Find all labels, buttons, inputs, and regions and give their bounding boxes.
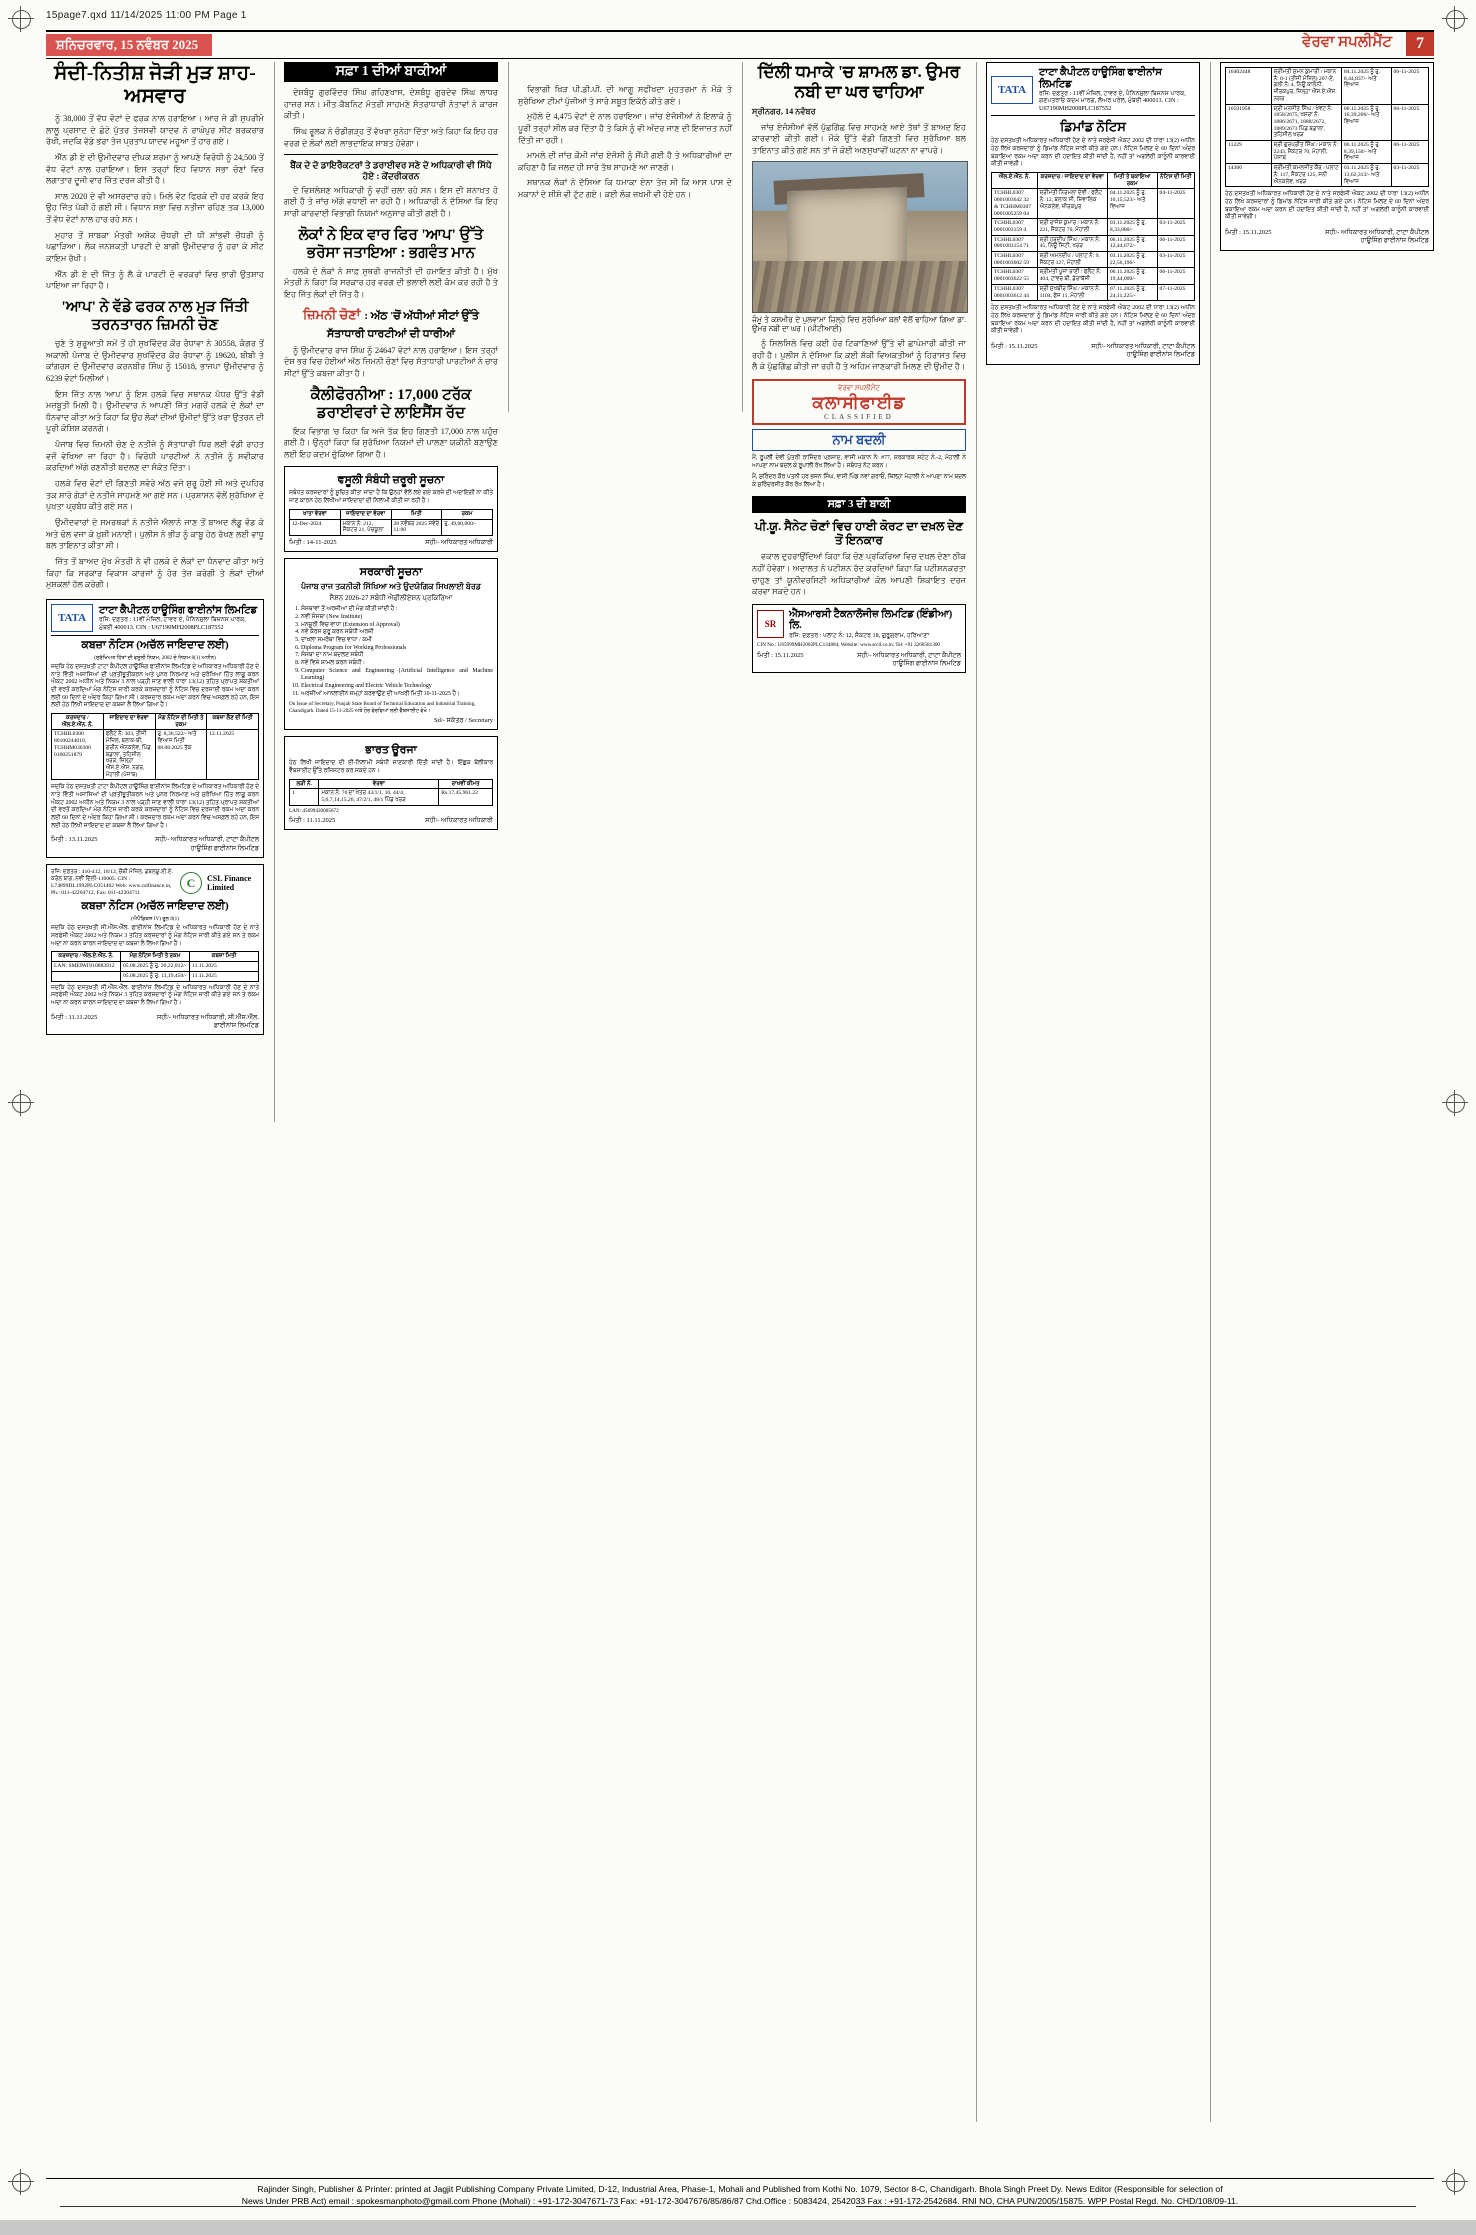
table-row (1226, 141, 1429, 164)
csl-signature: ਸਹੀ/- ਅਧਿਕਾਰਤ ਅਧਿਕਾਰੀ, ਸੀ.ਐੱਸ.ਐੱਲ. ਫਾਈਨਾਂਸ ਲਿਮਟਿਡ (156, 1013, 259, 1030)
cell-amount: 06.11.2025 ਨੂੰ ਰੁ. 8,39,150/- ਅਤੇ ਵਿਆਜ (1341, 141, 1391, 164)
col-header: ਕਰਜ਼ਦਾਰ / ਐੱਲ.ਏ.ਐੱਨ. ਨੰ. (52, 952, 121, 962)
table-header-row (52, 952, 259, 962)
kicker-page3-continued: ਸਫ਼ਾ 3 ਦੀ ਬਾਕੀ (752, 496, 966, 513)
cell-detail: ਸ਼੍ਰੀਮਤੀ ਕਮਲਜੀਤ ਕੌਰ / ਪਲਾਟ ਨੰ: 117, ਸੈਕਟਰ 125, ਸਨੀ ਐਨਕਲੇਵ, ਖਰੜ (1271, 164, 1341, 187)
cell-date: 03-11-2025 (1391, 164, 1428, 187)
col-header: ਜਾਇਦਾਦ ਦਾ ਵੇਰਵਾ (340, 509, 391, 519)
csl-note: ਜਦਕਿ ਹੇਠ ਦਸਤਖ਼ਤੀ ਸੀ.ਐੱਸ.ਐੱਲ. ਫਾਈਨਾਂਸ ਲਿਮਟਿਡ ਦੇ ਅਧਿਕਾਰਤ ਅਧਿਕਾਰੀ ਹੋਣ ਦੇ ਨਾਤੇ ਸਰਫੇਸੀ ਐਕਟ 2002 ਅਤੇ ਨਿਯਮ 3 ਤਹਿਤ ਕਰਜ਼ਦਾਰਾਂ ਨੂੰ ਮੰਗ ਨੋਟਿਸ ਜਾਰੀ ਕੀਤੇ ਗਏ ਸਨ ਤੇ ਰਕਮ ਅਦਾ ਨਾ ਕਰਨ ਕਾਰਨ ਜਾਇਦਾਦ ਦਾ ਕਬਜ਼ਾ ਲੈ ਲਿਆ ਗਿਆ ਹੈ। (51, 984, 259, 1006)
ad-brand (991, 67, 1195, 116)
csl-table (51, 951, 259, 981)
subhead-byelection: : ਅੱਠ 'ਚੋਂ ਅੱਧੀਆਂ ਸੀਟਾਂ ਉੱਤੇ ਸੱਤਾਧਾਰੀ ਧਾਰਟੀਆਂ ਦੀ ਧਾਰੀਆਂ (326, 309, 479, 340)
paragraph: ਜਿੱਤ ਤੋਂ ਬਾਅਦ ਮੁੱਖ ਮੰਤਰੀ ਨੇ ਵੀ ਹਲਕੇ ਦੇ ਲੋਕਾਂ ਦਾ ਧੰਨਵਾਦ ਕੀਤਾ ਅਤੇ ਕਿਹਾ ਕਿ ਸਰਕਾਰ ਵਿਕਾਸ ਕਾਰਜਾਂ ਨੂੰ ਹੋਰ ਤੇਜ਼ ਕਰੇਗੀ ਤੇ ਲੋਕਾਂ ਦੀਆਂ ਮੁਸ਼ਕਲਾਂ ਹੱਲ ਕਰੇਗੀ। (46, 556, 264, 590)
list-item: 7. ਸੰਸਥਾ ਦਾ ਨਾਮ ਬਦਲਣ ਸਬੰਧੀ (301, 652, 493, 660)
bottom-grey-bar (0, 2220, 1476, 2235)
cell: 04-11-2025 (1157, 189, 1194, 219)
cell: 03.11.2025 ਨੂੰ ਰੁ. 8,33,880/- (1107, 219, 1157, 235)
cell: ਸ਼੍ਰੀ ਅਮਨਦੀਪ / ਪਲਾਟ ਨੰ: 9, ਸੈਕਟਰ 127, ਮੋਹਾਲੀ (1037, 252, 1107, 268)
cell-date: 06-11-2025 (1391, 68, 1428, 105)
paragraph: ਇਕ ਵਿਭਾਗ 'ਚ ਕਿਹਾ ਕਿ ਅਜੇ ਤੱਕ ਇਹ ਗਿਣਤੀ 17,000 ਨਾਲ ਪਹੁੰਚ ਗਈ ਹੈ। ਉਨ੍ਹਾਂ ਕਿਹਾ ਕਿ ਸੁਰੱਖਿਆ ਨਿਯਮਾਂ ਦੀ ਪਾਲਣਾ ਯਕੀਨੀ ਬਣਾਉਣ ਲਈ ਇਹ ਕਦਮ ਚੁੱਕਿਆ ਗਿਆ ਹੈ। (284, 426, 498, 459)
csl-date: ਮਿਤੀ : 11.11.2025 (51, 1013, 98, 1021)
table-header-row (290, 509, 493, 519)
urja-lan: LAN: 45699420005672 (289, 807, 339, 814)
srcil-address: ਰਜਿ: ਦਫ਼ਤਰ : ਪਲਾਟ ਨੰ: 12, ਸੈਕਟਰ 18, ਗੁਰੂਗ੍ਰਾਮ, ਹਰਿਆਣਾ (789, 631, 930, 639)
srcil-name: ਐੱਸਆਰਸੀ ਟੈਕਨਾਲੋਜੀਜ਼ ਲਿਮਟਿਡ (ਇੰਡੀਆ) ਲਿ. (789, 608, 953, 632)
srcil-signature: ਸਹੀ/- ਅਧਿਕਾਰਤ ਅਧਿਕਾਰੀ, ਟਾਟਾ ਕੈਪੀਟਲ ਹਾਊਸਿੰਗ ਫਾਈਨਾਂਸ ਲਿਮਟਿਡ (857, 651, 961, 667)
col-header: ਕਰਜ਼ਦਾਰ / ਜਾਇਦਾਦ ਦਾ ਵੇਰਵਾ (1037, 173, 1107, 189)
cell: 1 (290, 789, 319, 805)
paragraph: ਦੇਸ਼ਬੰਧੂ ਗੁਰਵਿੰਦਰ ਸਿੰਘ ਗਹਿਣਖਾਸ, ਦੇਸ਼ਬੰਧੂ ਗੁਰਦੇਵ ਸਿੰਘ ਲਾਧਰ ਹਾਜ਼ਰ ਸਨ। ਮੀਤ ਕੈਬਨਿਟ ਮੰਤਰੀ ਸਾਹਮਣੇ ਸੰਤਰਾਧਾਰੀ ਨੇਤਾਵਾਂ ਨੇ ਕਾਰਜ ਕੀਤੀ। (284, 88, 498, 121)
col-header: ਐੱਲ.ਏ.ਐੱਨ. ਨੰ. (992, 173, 1038, 189)
cell-date: 06-11-2025 (1391, 141, 1428, 164)
paragraph: ਮੁਹੱਲੇ ਦੇ 4,475 ਵੋਟਾਂ ਦੇ ਨਾਲ ਹਰਾਇਆ। ਜਾਂਚ ਏਜੰਸੀਆਂ ਨੇ ਇਲਾਕੇ ਨੂੰ ਪੂਰੀ ਤਰ੍ਹਾਂ ਸੀਲ ਕਰ ਦਿੱਤਾ ਹੈ ਤੇ ਕਿਸੇ ਨੂੰ ਵੀ ਅੰਦਰ ਜਾਣ ਦੀ ਇਜਾਜ਼ਤ ਨਹੀਂ ਦਿੱਤੀ ਜਾ ਰਹੀ। (518, 112, 732, 145)
photo-demolished-house (752, 161, 968, 313)
subhead-aap-trust: ਲੋਕਾਂ ਨੇ ਇਕ ਵਾਰ ਫਿਰ 'ਆਪ' ਉੱਤੇ ਭਰੋਸਾ ਜਤਾਇਆ : ਭਗਵੰਤ ਮਾਨ (298, 226, 484, 261)
cell: 12.11.2025 (207, 730, 259, 780)
demand-notice-table (991, 172, 1195, 301)
col1-body (46, 113, 264, 292)
paragraph: ਸਾਲ 2020 ਦੇ ਵੀ ਅਸਰਦਾਰ ਰਹੇ। ਮਿਲੇ ਵੋਟ ਫਿਰਕੇ ਦੀ ਹਰ ਕਰਕੇ ਇਹ ਉਹ ਜਿੱਤ ਪੱਕੀ ਹੋ ਗਈ ਸੀ। ਵਿਧਾਨ ਸਭਾ ਵਿਚ ਨਤੀਜਾ ਰਹਿਣ ਤਕ 13,000 ਤੋਂ ਵੱਧ ਵੋਟਾਂ ਨਾਲ ਹਾਰ ਰਹੇ ਸਨ। (46, 191, 264, 225)
ad-brand-name: ਟਾਟਾ ਕੈਪੀਟਲ ਹਾਊਸਿੰਗ ਫਾਈਨਾਂਸ ਲਿਮਟਿਡ (99, 604, 258, 616)
ad-footnote: ਹੇਠ ਦਸਤਖ਼ਤੀ ਅਧਿਕਾਰਤ ਅਧਿਕਾਰੀ ਹੋਣ ਦੇ ਨਾਤੇ ਸਰਫੇਸੀ ਐਕਟ 2002 ਦੀ ਧਾਰਾ 13(2) ਅਧੀਨ ਹੇਠ ਲਿਖੇ ਕਰਜ਼ਦਾਰਾਂ ਨੂੰ ਡਿਮਾਂਡ ਨੋਟਿਸ ਜਾਰੀ ਕੀਤੇ ਗਏ ਹਨ। ਨੋਟਿਸ ਮਿਲਣ ਦੇ 60 ਦਿਨਾਂ ਅੰਦਰ ਬਕਾਇਆ ਰਕਮ ਅਦਾ ਕਰਨ ਦੀ ਹਦਾਇਤ ਕੀਤੀ ਜਾਂਦੀ ਹੈ, ਨਹੀਂ ਤਾਂ ਅਗਲੇਰੀ ਕਾਨੂੰਨੀ ਕਾਰਵਾਈ ਕੀਤੀ ਜਾਵੇਗੀ। (991, 305, 1195, 335)
csl-logo-icon: C (180, 872, 202, 894)
csl-brand (51, 869, 259, 897)
table-row (1226, 104, 1429, 141)
table-row (992, 189, 1195, 219)
photo-caption: ਜੰਮੂ ਤੇ ਕਸ਼ਮੀਰ ਦੇ ਪੁਲਵਾਮਾ ਜ਼ਿਲ੍ਹੇ ਵਿਚ ਸੁਰੱਖਿਆ ਬਲਾਂ ਵੱਲੋਂ ਢਾਹਿਆ ਗਿਆ ਡਾ. ਉਮਰ ਨਬੀ ਦਾ ਘਰ। (ਪੀਟੀਆਈ) (752, 314, 966, 334)
ad-body: ਹੇਠ ਦਸਤਖ਼ਤੀ ਅਧਿਕਾਰਤ ਅਧਿਕਾਰੀ ਹੋਣ ਦੇ ਨਾਤੇ ਸਰਫੇਸੀ ਐਕਟ 2002 ਦੀ ਧਾਰਾ 13(2) ਅਧੀਨ ਹੇਠ ਲਿਖੇ ਕਰਜ਼ਦਾਰਾਂ ਨੂੰ ਡਿਮਾਂਡ ਨੋਟਿਸ ਜਾਰੀ ਕੀਤੇ ਗਏ ਹਨ। ਨੋਟਿਸ ਮਿਲਣ ਦੇ 60 ਦਿਨਾਂ ਅੰਦਰ ਬਕਾਇਆ ਰਕਮ ਅਦਾ ਕਰਨ ਦੀ ਹਦਾਇਤ ਕੀਤੀ ਜਾਂਦੀ ਹੈ, ਨਹੀਂ ਤਾਂ ਅਗਲੇਰੀ ਕਾਨੂੰਨੀ ਕਾਰਵਾਈ ਕੀਤੀ ਜਾਵੇਗੀ। (991, 138, 1195, 168)
col2-body (284, 87, 498, 149)
ad-brand-address: ਰਜਿ: ਦਫ਼ਤਰ : 11ਵੀਂ ਮੰਜ਼ਿਲ, ਟਾਵਰ ਏ, ਪੈਨਿਨਸੁਲਾ ਬਿਜ਼ਨਸ ਪਾਰਕ, ਮੁੰਬਈ 400013. CIN : U67190MH2008PLC187552 (99, 616, 246, 631)
ad-brand-name: ਟਾਟਾ ਕੈਪੀਟਲ ਹਾਊਸਿੰਗ ਫਾਈਨਾਂਸ ਲਿਮਟਿਡ (1039, 67, 1162, 90)
table-row (52, 730, 259, 780)
col-header: ਜਾਇਦਾਦ ਦਾ ਵੇਰਵਾ (103, 714, 155, 730)
bank-ad-body: ਸਬੰਧਤ ਕਰਜ਼ਦਾਰਾਂ ਨੂੰ ਸੂਚਿਤ ਕੀਤਾ ਜਾਂਦਾ ਹੈ ਕਿ ਉਨ੍ਹਾਂ ਵੱਲੋਂ ਲਏ ਗਏ ਕਰਜ਼ੇ ਦੀ ਅਦਾਇਗੀ ਨਾ ਕੀਤੇ ਜਾਣ ਕਾਰਨ ਹੇਠ ਲਿਖੀਆਂ ਜਾਇਦਾਦਾਂ ਦੀ ਨਿਲਾਮੀ ਕੀਤੀ ਜਾ ਰਹੀ ਹੈ। (289, 490, 493, 505)
ad-srcil (752, 604, 966, 674)
file-slug: 15page7.qxd 11/14/2025 11:00 PM Page 1 (46, 10, 247, 21)
list-item: 8. ਨਵੇਂ ਵਿਸ਼ੇ ਸ਼ਾਮਲ ਕਰਨ ਸਬੰਧੀ : (301, 660, 493, 668)
csl-name: CSL Finance Limited (207, 874, 252, 893)
subhead-bank-directors: ਬੈਂਕ ਦੇ ਦੋ ਡਾਇਰੈਕਟਰਾਂ ਤੇ ਡਰਾਈਵਰ ਸਣੇ ਦੋ ਅਧਿਕਾਰੀ ਵੀ ਸਿੱਧੇ ਹੋਏ : ਕੇਂਦਰੀਕਰਨ (290, 160, 492, 181)
ad-csl-finance (46, 864, 264, 1035)
subhead-pu-senate: ਪੀ.ਯੂ. ਸੈਨੇਟ ਚੋਣਾਂ ਵਿਚ ਹਾਈ ਕੋਰਟ ਦਾ ਦਖ਼ਲ ਦੇਣ ਤੋਂ ਇਨਕਾਰ (754, 518, 964, 547)
kicker-page1-continued: ਸਫ਼ਾ 1 ਦੀਆਂ ਬਾਕੀਆਂ (284, 62, 498, 82)
list-item: 10. Electrical Engineering and Electric Vehicle Technology (301, 683, 493, 691)
urja-date: ਮਿਤੀ : 11.11.2025 (289, 817, 336, 825)
cell: 11.11.2025 (190, 962, 259, 972)
column-3 (518, 62, 732, 205)
cell: 07-11-2025 (1157, 284, 1194, 300)
cell: TCHHL0307 0001003622 55 (992, 268, 1038, 284)
cell: ਸ਼੍ਰੀਮਤੀ ਨਿਰਮਲਾ ਦੇਵੀ / ਫਲੈਟ ਨੰ: 12, ਬਲਾਕ ਸੀ, ਸ਼ਿਵਾਲਿਕ ਐਨਕਲੇਵ, ਜ਼ੀਰਕਪੁਰ (1037, 189, 1107, 219)
cell: TCHHL0307 0001003154 71 (992, 235, 1038, 251)
table-row (992, 284, 1195, 300)
column-grid (46, 62, 1434, 2142)
ad-technical-board (284, 558, 498, 730)
col1-body2 (46, 338, 264, 591)
cell: TCHHL0300 801002440​10, TCHHM036300 0100251879 (52, 730, 104, 780)
board-ad-title: ਸਰਕਾਰੀ ਸੂਚਨਾ (359, 566, 423, 579)
paragraph: ਹਲਕੇ ਦੇ ਲੋਕਾਂ ਨੇ ਸਾਫ਼ ਸੁਥਰੀ ਰਾਜਨੀਤੀ ਦੀ ਹਮਾਇਤ ਕੀਤੀ ਹੈ। ਮੁੱਖ ਮੰਤਰੀ ਨੇ ਕਿਹਾ ਕਿ ਸਰਕਾਰ ਹਰ ਵਰਗ ਦੀ ਭਲਾਈ ਲਈ ਕੰਮ ਕਰ ਰਹੀ ਹੈ ਤੇ ਇਹ ਜਿੱਤ ਲੋਕਾਂ ਦੀ ਜਿੱਤ ਹੈ। (284, 266, 498, 299)
cell (52, 971, 121, 981)
paragraph: ਸਿੰਘ ਰੂਲਕ ਨੇ ਚੰਡੀਗੜ੍ਹ ਤੋਂ ਵੱਖਰਾ ਸੁਨੇਹਾ ਦਿੱਤਾ ਅਤੇ ਕਿਹਾ ਕਿ ਇਹ ਹਰ ਵਰਗ ਦੇ ਲੋਕਾਂ ਲਈ ਲਾਭਦਾਇਕ ਸਾਬਤ ਹੋਵੇਗਾ। (284, 126, 498, 148)
table-row (290, 789, 493, 805)
notice-signature: ਸਹੀ/- ਅਧਿਕਾਰਤ ਅਧਿਕਾਰੀ, ਟਾਟਾ ਕੈਪੀਟਲ ਹਾਊਸਿੰਗ ਫਾਈਨਾਂਸ ਲਿਮਟਿਡ (1325, 228, 1429, 245)
table-row (992, 252, 1195, 268)
col-header: ਨੋਟਿਸ ਦੀ ਮਿਤੀ (1157, 173, 1194, 189)
csl-body: ਜਦਕਿ ਹੇਠ ਦਸਤਖ਼ਤੀ ਸੀ.ਐੱਸ.ਐੱਲ. ਫਾਈਨਾਂਸ ਲਿਮਟਿਡ ਦੇ ਅਧਿਕਾਰਤ ਅਧਿਕਾਰੀ ਹੋਣ ਦੇ ਨਾਤੇ ਸਰਫੇਸੀ ਐਕਟ 2002 ਅਤੇ ਨਿਯਮ 3 ਤਹਿਤ ਕਰਜ਼ਦਾਰਾਂ ਨੂੰ ਮੰਗ ਨੋਟਿਸ ਜਾਰੀ ਕੀਤੇ ਗਏ ਸਨ ਤੇ ਰਕਮ ਅਦਾ ਨਾ ਕਰਨ ਕਾਰਨ ਜਾਇਦਾਦ ਦਾ ਕਬਜ਼ਾ ਲੈ ਲਿਆ ਗਿਆ ਹੈ। (51, 925, 259, 947)
column-4 (752, 62, 966, 679)
footer-line-2: News Under PRB Act) email : spokesmanphoto@gmail.com Phone (Mohali) : +91-172-3047671-73 Fax: +91-172-3047676/85/86/87 Chd.Office : 5083424, 2542033 Fax : +91-172-2542684. RNI NO, CHA PUN/2005/15875. WPP Postal Regd. No. CHD/108/09-11. (241, 2196, 1239, 2207)
list-item: 11. ਅਰਜ਼ੀਆਂ ਆਨਲਾਈਨ ਜਮ੍ਹਾਂ ਕਰਵਾਉਣ ਦੀ ਆਖ਼ਰੀ ਮਿਤੀ 10-11-2025 ਹੈ। (301, 691, 493, 699)
board-ad-list (289, 606, 493, 698)
srcil-date: ਮਿਤੀ : 15.11.2025 (757, 651, 804, 659)
tata-logo-icon: TATA (991, 76, 1033, 104)
urja-title: ਭਾਰਤ ਊਰਜਾ (365, 744, 417, 757)
notice-continued-table (1225, 67, 1429, 187)
col-header: ਮੰਗ ਨੋਟਿਸ ਦੀ ਮਿਤੀ ਤੇ ਰਕਮ (155, 714, 207, 730)
ad-tata-possession-notice (46, 599, 264, 859)
ad-footnote: ਜਦਕਿ ਹੇਠ ਦਸਤਖ਼ਤੀ ਟਾਟਾ ਕੈਪੀਟਲ ਹਾਊਸਿੰਗ ਫਾਈਨਾਂਸ ਲਿਮਟਿਡ ਦੇ ਅਧਿਕਾਰਤ ਅਧਿਕਾਰੀ ਹੋਣ ਦੇ ਨਾਤੇ ਵਿੱਤੀ ਅਸਾਸਿਆਂ ਦੀ ਪ੍ਰਤੀਭੂਤੀਕਰਨ ਅਤੇ ਪੁਨਰ ਨਿਰਮਾਣ ਅਤੇ ਸੁਰੱਖਿਆ ਹਿੱਤ ਲਾਗੂ ਕਰਨ ਐਕਟ 2002 ਅਧੀਨ ਅਤੇ ਨਿਯਮ 3 ਨਾਲ ਪੜ੍ਹੀ ਜਾਣ ਵਾਲੀ ਧਾਰਾ 13(12) ਤਹਿਤ ਪ੍ਰਾਪਤ ਸ਼ਕਤੀਆਂ ਦੀ ਵਰਤੋਂ ਕਰਦਿਆਂ ਮੰਗ ਨੋਟਿਸ ਜਾਰੀ ਕਰਕੇ ਕਰਜ਼ਦਾਰਾਂ ਨੂੰ ਨੋਟਿਸ ਵਿਚ ਦਰਸਾਈ ਰਕਮ ਅਦਾ ਕਰਨ ਲਈ 60 ਦਿਨਾਂ ਦੇ ਅੰਦਰ ਕਿਹਾ ਗਿਆ ਸੀ। ਕਰਜ਼ਦਾਰ ਰਕਮ ਅਦਾ ਕਰਨ ਵਿਚ ਅਸਫ਼ਲ ਰਹੇ ਹਨ, ਇਸ ਲਈ ਹੇਠ ਲਿਖੀ ਜਾਇਦਾਦ ਦਾ ਕਬਜ਼ਾ ਲੈ ਲਿਆ ਗਿਆ ਹੈ। (51, 784, 259, 829)
table-row (992, 219, 1195, 235)
classified-title: ਕਲਾਸੀਫਾਈਡ (812, 392, 906, 412)
paragraph: ਐੱਨ ਡੀ ਏ ਦੀ ਉਮੀਦਵਾਰ ਦੀਪਕ ਸ਼ਰਮਾ ਨੂੰ ਆਪਣੇ ਵਿਰੋਧੀ ਨੂੰ 24,500 ਤੋਂ ਵੱਧ ਵੋਟਾਂ ਨਾਲ ਹਰਾਇਆ। ਇਸ ਤਰ੍ਹਾਂ ਇਹ ਵਿਧਾਨ ਸਭਾ ਚੋਣਾਂ ਵਿਚ ਲਗਾਤਾਰ ਦੂਜੀ ਵਾਰ ਜਿੱਤ ਦਰਜ ਕੀਤੀ ਹੈ। (46, 152, 264, 186)
csl-subtitle: (ਐਪੈਂਡਿਕਸ IV) ਰੂਲ 8(1) (130, 916, 179, 923)
cell: 07.11.2025 ਨੂੰ ਰੁ. 24,11,225/- (1107, 284, 1157, 300)
ad-bank-recovery (284, 466, 498, 552)
table-row (1226, 68, 1429, 105)
col-header: ਮਿਤੀ (391, 509, 442, 519)
cell: Rs.17,45,961.22 (439, 789, 493, 805)
col-header: ਰਾਖਵੀਂ ਕੀਮਤ (439, 779, 493, 789)
bank-ad-title: ਵਸੂਲੀ ਸੰਬੰਧੀ ਜ਼ਰੂਰੀ ਸੂਚਨਾ (337, 474, 445, 487)
board-ad-header: ਪੰਜਾਬ ਰਾਜ ਤਕਨੀਕੀ ਸਿੱਖਿਆ ਅਤੇ ਉਦਯੋਗਿਕ ਸਿਖਲਾਈ ਬੋਰਡ (300, 582, 482, 592)
classified-logo (752, 379, 966, 425)
cell: 06-11-2025 (1157, 235, 1194, 251)
column-6 (1220, 62, 1434, 257)
ad-demand-notice-continued (1220, 62, 1434, 251)
ad-date: ਮਿਤੀ : 15.11.2025 (991, 342, 1038, 350)
ad-tata-demand-notice (986, 62, 1200, 365)
cell: 04.11.2025 ਨੂੰ ਰੁ. 10,15,523/- ਅਤੇ ਵਿਆਜ (1107, 189, 1157, 219)
cell: 03-11-2025 (1157, 252, 1194, 268)
table-row (992, 235, 1195, 251)
paragraph: ਪੰਜਾਬ ਵਿਚ ਜ਼ਿਮਨੀ ਚੋਣ ਦੇ ਨਤੀਜੇ ਨੂੰ ਸੱਤਾਧਾਰੀ ਧਿਰ ਲਈ ਵੱਡੀ ਰਾਹਤ ਵਜੋਂ ਵੇਖਿਆ ਜਾ ਰਿਹਾ ਹੈ। ਵਿਰੋਧੀ ਪਾਰਟੀਆਂ ਨੇ ਨਤੀਜੇ ਨੂੰ ਸਵੀਕਾਰ ਕਰਦਿਆਂ ਅੱਗੇ ਰਣਨੀਤੀ ਬਦਲਣ ਦਾ ਸੰਕੇਤ ਦਿੱਤਾ। (46, 440, 264, 473)
cell: ਮਕਾਨ ਨੰ: 70 ਦਾ ਖੇਤਰ 43/1/1, 10, 44/4, 5,6,7,14,15,26, 47/2/1, 48/1 ਪਿੰਡ ਖਰੜ (319, 789, 439, 805)
cell: ਫਲੈਟ ਨੰ: 303, ਤੀਜੀ ਮੰਜ਼ਿਲ, ਬਲਾਕ-ਬੀ, ਗਰੀਨ ਐਨਕਲੇਵ, ਪਿੰਡ ਬਡਾਲਾ, ਤਹਿਸੀਲ ਖਰੜ, ਜ਼ਿਲ੍ਹਾ ਐੱਸ.ਏ.ਐੱਸ. ਨਗਰ, ਮੋਹਾਲੀ (ਪੰਜਾਬ) (103, 730, 155, 780)
name-change-badge: ਨਾਮ ਬਦਲੀ (752, 429, 966, 451)
classified-subtitle: CLASSIFIED (824, 412, 894, 421)
list-item: 5. ਦਾਖ਼ਲਾ ਸਮਰੱਥਾ ਵਿਚ ਵਾਧਾ / ਕਮੀ (301, 637, 493, 645)
cell: 03.11.2025 ਨੂੰ ਰੁ. 22,56,196/- (1107, 252, 1157, 268)
csl-address: ਰਜਿ: ਦਫ਼ਤਰ : 410-412, 18/12, ਚੌਥੀ ਮੰਜ਼ਿਲ, ਡਬਲਯੂ.ਈ.ਏ. ਕਰੋਲ ਬਾਗ, ਨਵੀਂ ਦਿੱਲੀ-110005. CIN : L74899DL1992PLC051462 Web: www.cslfinance.in, Ph.: 011-42204712, Fax: 011-42204711 (51, 869, 173, 897)
list-item: 6. Diploma Program for Working Professionals (301, 645, 493, 653)
paragraph: ਚੁਣੇ ਤੇ ਸ਼ੁਰੂਆਤੀ ਸਮੇਂ ਤੋਂ ਹੀ ਸੁਖਵਿੰਦਰ ਕੌਰ ਰੰਧਾਵਾ ਨੇ 30558, ਕੰਗਰ ਤੋਂ ਅਕਾਲੀ ਪੰਜਾਬ ਦੇ ਉਮੀਦਵਾਰ ਸੁਖਵਿੰਦਰ ਕੌਰ ਰੰਧਾਵਾ ਨੂੰ 19620, ਬੀਬੀ ਤੇ ਕਾਂਗਰਸ ਦੇ ਉਮੀਦਵਾਰ ਕਰਨਬੀਰ ਸਿੰਘ ਨੂੰ 15018, ਭਾਜਪਾ ਉਮੀਦਵਾਰ ਨੂੰ 6239 ਵੋਟਾਂ ਮਿਲੀਆਂ। (46, 338, 264, 383)
urja-table (289, 779, 493, 806)
cell: ਸ਼੍ਰੀ ਸੁਖਬੀਰ ਸਿੰਘ / ਮਕਾਨ ਨੰ: 1104, ਫੇਜ਼ 11, ਮੋਹਾਲੀ (1037, 284, 1107, 300)
cell: 28 ਨਵੰਬਰ 2025 ਸਵੇਰੇ 11:00 (391, 519, 442, 535)
col-header: ਕਰਜ਼ਦਾਰ / ਐੱਲ.ਏ.ਐੱਨ. ਨੰ. (52, 714, 104, 730)
issue-date: ਸ਼ਨਿਚਰਵਾਰ, 15 ਨਵੰਬਰ 2025 (46, 34, 212, 56)
name-change-item: ਮੈਂ, ਸੁਰਿੰਦਰ ਕੌਰ ਪਤਨੀ ਹਰ ਭਜਨ ਸਿੰਘ, ਵਾਸੀ ਪਿੰਡ ਨਵਾਂ ਗਰਾਓਂ, ਜ਼ਿਲ੍ਹਾ ਮੋਹਾਲੀ ਨੇ ਆਪਣਾ ਨਾਮ ਬਦਲ ਕੇ ਸੁਰਿੰਦਰਜੀਤ ਕੌਰ ਰੱਖ ਲਿਆ ਹੈ। (752, 474, 966, 488)
paragraph: ਉਮੀਦਵਾਰਾਂ ਦੇ ਸਮਰਥਕਾਂ ਨੇ ਨਤੀਜੇ ਐਲਾਨੇ ਜਾਣ ਤੋਂ ਬਾਅਦ ਲੱਡੂ ਵੰਡ ਕੇ ਅਤੇ ਢੋਲ ਵਜਾ ਕੇ ਖ਼ੁਸ਼ੀ ਮਨਾਈ। ਪੁਲੀਸ ਨੇ ਭੀੜ ਨੂੰ ਕਾਬੂ ਹੇਠ ਰੱਖਣ ਲਈ ਵਾਧੂ ਬਲ ਤਾਇਨਾਤ ਕੀਤਾ ਸੀ। (46, 517, 264, 551)
bank-ad-table (289, 509, 493, 536)
cell-amount: 04.11.2025 ਨੂੰ ਰੁ. 8,44,837/- ਅਤੇ ਵਿਆਜ (1341, 68, 1391, 105)
paragraph: ਹਲਕੇ ਵਿਚ ਵੋਟਾਂ ਦੀ ਗਿਣਤੀ ਸਵੇਰੇ ਅੱਠ ਵਜੇ ਸ਼ੁਰੂ ਹੋਈ ਸੀ ਅਤੇ ਦੁਪਹਿਰ ਤਕ ਸਾਰੇ ਗੇੜਾਂ ਦੇ ਨਤੀਜੇ ਸਾਹਮਣੇ ਆ ਗਏ ਸਨ। ਪ੍ਰਸ਼ਾਸਨ ਵੱਲੋਂ ਸੁਰੱਖਿਆ ਦੇ ਪੁਖ਼ਤਾ ਪ੍ਰਬੰਧ ਕੀਤੇ ਗਏ ਸਨ। (46, 479, 264, 512)
cell: 03-11-2025 (1157, 219, 1194, 235)
subheadline-aap-tarntaran: 'ਆਪ' ਨੇ ਵੱਡੇ ਫਰਕ ਨਾਲ ਮੁੜ ਜਿੱਤੀ ਤਰਨਤਾਰਨ ਜ਼ਿਮਨੀ ਚੋਣ (61, 298, 249, 333)
cell-lan: 10591958 (1226, 104, 1272, 141)
col-header: ਮਿਤੀ ਤੇ ਬਕਾਇਆ ਰਕਮ (1107, 173, 1157, 189)
col-header: ਮੰਗ ਨੋਟਿਸ ਮਿਤੀ ਤੇ ਰਕਮ (121, 952, 190, 962)
paragraph: ਮਾਮਲੇ ਦੀ ਜਾਂਚ ਕੌਮੀ ਜਾਂਚ ਏਜੰਸੀ ਨੂੰ ਸੌਂਪੀ ਗਈ ਹੈ ਤੇ ਅਧਿਕਾਰੀਆਂ ਦਾ ਕਹਿਣਾ ਹੈ ਕਿ ਜਲਦ ਹੀ ਸਾਰੇ ਤੱਥ ਸਾਹਮਣੇ ਆ ਜਾਣਗੇ। (518, 151, 732, 172)
paragraph: ਨੂੰ ਸਿਲਸਿਲੇ ਵਿਚ ਕਈ ਹੋਰ ਟਿਕਾਣਿਆਂ ਉੱਤੇ ਵੀ ਛਾਪੇਮਾਰੀ ਕੀਤੀ ਜਾ ਰਹੀ ਹੈ। ਪੁਲੀਸ ਨੇ ਦੱਸਿਆ ਕਿ ਕਈ ਸ਼ੱਕੀ ਵਿਅਕਤੀਆਂ ਨੂੰ ਹਿਰਾਸਤ ਵਿਚ ਲੈ ਕੇ ਪੁੱਛਗਿੱਛ ਕੀਤੀ ਜਾ ਰਹੀ ਹੈ ਤੇ ਅਹਿਮ ਜਾਣਕਾਰੀ ਮਿਲਣ ਦੀ ਉਮੀਦ ਹੈ। (752, 338, 966, 372)
cell: TCHHL0307 0001003602 59 (992, 252, 1038, 268)
page-number: 7 (1406, 32, 1434, 56)
masthead (46, 30, 1434, 59)
cell-detail: ਸ਼੍ਰੀ ਗੁਰਪ੍ਰੀਤ ਸਿੰਘ / ਮਕਾਨ ਨੰ: 2243, ਸੈਕਟਰ 70, ਮੋਹਾਲੀ, ਪੰਜਾਬ (1271, 141, 1341, 164)
headline-delhi-blast: ਦਿੱਲੀ ਧਮਾਕੇ 'ਚ ਸ਼ਾਮਲ ਡਾ. ਉਮਰ ਨਬੀ ਦਾ ਘਰ ਢਾਹਿਆ (757, 62, 961, 101)
cell: 05.08.2025 ਨੂੰ ਰੁ. 13,19,450/- (121, 971, 190, 981)
footer-line-1: Rajinder Singh, Publisher & Printer: printed at Jagjit Publishing Company Private Limited, D-12, Industrial Area, Phase-1, Mohali and Published from Kothi No. 1079, Sector 8-C, Chandigarh. Bhola Singh Preet Dy. News Editor (Responsible for selection of (257, 2184, 1223, 2194)
list-item: 1. ਸੰਸਥਾਵਾਂ ਤੋਂ ਅਰਜ਼ੀਆਂ ਦੀ ਮੰਗ ਕੀਤੀ ਜਾਂਦੀ ਹੈ : (301, 606, 493, 614)
col4-dateline (752, 106, 966, 118)
table-row (52, 962, 259, 972)
col-header: ਰਕਮ (442, 509, 493, 519)
col3-body (518, 84, 732, 201)
classified-kicker: ਵੇਰਵਾ ਸਪਲੀਮੈਂਟ (838, 383, 880, 392)
board-ad-footer: On Issue of Secretary, Punjab State Board of Technical Education and Industrial Training, Chandigarh. Dated 15-11-2025 ਅਤੇ ਹੋਰ ਵੇਰਵਿਆਂ ਲਈ ਵੈੱਬਸਾਈਟ ਵੇਖੋ। (289, 701, 476, 714)
paragraph: ਵਿਭਾਗੀ ਖਿੜ ਪੀ.ਡੀ.ਪੀ. ਦੀ ਆਗੂ ਸਫੀਖਦਾ ਮੁਹਤਰਮਾ ਨੇ ਮੌਕੇ ਤੇ ਸੁਰੱਖਿਆ ਟੀਮਾਂ ਪੁੱਜੀਆਂ ਤੇ ਸਾਰੇ ਸਬੂਤ ਇਕੱਠੇ ਕੀਤੇ ਗਏ। (518, 85, 732, 106)
tata-logo-icon: TATA (51, 604, 93, 632)
ad-body: ਜਦਕਿ ਹੇਠ ਦਸਤਖ਼ਤੀ ਟਾਟਾ ਕੈਪੀਟਲ ਹਾਊਸਿੰਗ ਫਾਈਨਾਂਸ ਲਿਮਟਿਡ ਦੇ ਅਧਿਕਾਰਤ ਅਧਿਕਾਰੀ ਹੋਣ ਦੇ ਨਾਤੇ ਵਿੱਤੀ ਅਸਾਸਿਆਂ ਦੀ ਪ੍ਰਤੀਭੂਤੀਕਰਨ ਅਤੇ ਪੁਨਰ ਨਿਰਮਾਣ ਅਤੇ ਸੁਰੱਖਿਆ ਹਿੱਤ ਲਾਗੂ ਕਰਨ ਐਕਟ 2002 ਅਧੀਨ ਅਤੇ ਨਿਯਮ 3 ਨਾਲ ਪੜ੍ਹੀ ਜਾਣ ਵਾਲੀ ਧਾਰਾ 13(12) ਤਹਿਤ ਪ੍ਰਾਪਤ ਸ਼ਕਤੀਆਂ ਦੀ ਵਰਤੋਂ ਕਰਦਿਆਂ ਮੰਗ ਨੋਟਿਸ ਜਾਰੀ ਕਰਕੇ ਕਰਜ਼ਦਾਰਾਂ ਨੂੰ ਨੋਟਿਸ ਵਿਚ ਦਰਸਾਈ ਰਕਮ ਅਦਾ ਕਰਨ ਲਈ 60 ਦਿਨਾਂ ਦੇ ਅੰਦਰ ਕਿਹਾ ਗਿਆ ਸੀ। ਕਰਜ਼ਦਾਰ ਰਕਮ ਅਦਾ ਕਰਨ ਵਿਚ ਅਸਫ਼ਲ ਰਹੇ ਹਨ, ਇਸ ਲਈ ਹੇਠ ਲਿਖੀ ਜਾਇਦਾਦ ਦਾ ਕਬਜ਼ਾ ਲੈ ਲਿਆ ਗਿਆ ਹੈ। (51, 664, 259, 709)
paragraph: ਵਕਾਲ ਦੁਹਰਾਉਂਦਿਆਂ ਕਿਹਾ ਕਿ ਚੋਣ ਪ੍ਰਕਿਰਿਆ ਵਿਚ ਦਖ਼ਲ ਦੇਣਾ ਠੀਕ ਨਹੀਂ ਹੋਵੇਗਾ। ਅਦਾਲਤ ਨੇ ਪਟੀਸ਼ਨ ਰੱਦ ਕਰਦਿਆਂ ਕਿਹਾ ਕਿ ਪਟੀਸ਼ਨਕਰਤਾ ਚਾਹੁਣ ਤਾਂ ਯੂਨੀਵਰਸਿਟੀ ਅਧਿਕਾਰੀਆਂ ਕੋਲ ਆਪਣੀ ਸ਼ਿਕਾਇਤ ਦਰਜ ਕਰਵਾ ਸਕਦੇ ਹਨ। (752, 552, 966, 597)
ad-bharat-urja (284, 736, 498, 830)
col-header: ਵੇਰਵਾ (319, 779, 439, 789)
col2-sub2-text (284, 266, 498, 301)
cell-amount: 03.11.2025 ਨੂੰ ਰੁ. 13,62,313/- ਅਤੇ ਵਿਆਜ (1341, 164, 1391, 187)
table-row (1226, 164, 1429, 187)
board-ad-session: ਸੈਸ਼ਨ 2026-27 ਸਬੰਧੀ ਐਫੀਲੀਏਸ਼ਨ ਪ੍ਰਕਿਰਿਆ (329, 594, 453, 603)
cell: ਸ਼੍ਰੀ ਹਰਦੀਪ ਸਿੰਘ / ਮਕਾਨ ਨੰ: 45, ਨਿਊ ਸਿਟੀ, ਖਰੜ (1037, 235, 1107, 251)
ad-signature: ਸਹੀ/- ਅਧਿਕਾਰਤ ਅਧਿਕਾਰੀ, ਟਾਟਾ ਕੈਪੀਟਲ ਹਾਊਸਿੰਗ ਫਾਈਨਾਂਸ ਲਿਮਟਿਡ (1091, 342, 1195, 359)
dateline: ਸ੍ਰੀਨਗਰ, 14 ਨਵੰਬਰ (752, 107, 816, 117)
ad-subtitle: (ਸੁਰੱਖਿਅਤ ਹਿੱਤਾਂ ਦੀ ਵਸੂਲੀ ਨਿਯਮ, 2002 ਦੇ ਨਿਯਮ 8(1) ਅਧੀਨ) (94, 654, 216, 661)
paragraph: ਜਾਂਚ ਏਜੰਸੀਆਂ ਵੱਲੋਂ ਪੁੱਛਗਿੱਛ ਵਿਚ ਸਾਹਮਣੇ ਆਏ ਤੱਥਾਂ ਤੋਂ ਬਾਅਦ ਇਹ ਕਾਰਵਾਈ ਕੀਤੀ ਗਈ। ਮੌਕੇ ਉੱਤੇ ਵੱਡੀ ਗਿਣਤੀ ਵਿਚ ਸੁਰੱਖਿਆ ਬਲ ਤਾਇਨਾਤ ਕੀਤੇ ਗਏ ਸਨ ਤਾਂ ਜੋ ਕੋਈ ਅਣਸੁਖਾਵੀਂ ਘਟਨਾ ਨਾ ਵਾਪਰੇ। (752, 122, 966, 156)
srcil-logo-icon: SR (757, 610, 784, 638)
board-ad-signature: Sd/- ਸਕੱਤਰ / Secretary (433, 716, 493, 724)
srcil-cin: CIN No.: U65999MH2002PLC134884; Website: www.srcil.co.in; Tel: +91 2268581300 (757, 642, 941, 649)
cell: TCHHL0307 0001003612 44 (992, 284, 1038, 300)
cell-detail: ਸ਼੍ਰੀਮਤੀ ਸੁਮਨ ਕੁਮਾਰੀ / ਮਕਾਨ ਨੰ: 0-1 (ਤੀਜੀ ਮੰਜ਼ਿਲ) 207-ਏ, ਗਲੀ ਨੰ: 4, ਨਿਊ ਕਾਲੋਨੀ, ਜ਼ੀਰਕਪੁਰ, ਜ਼ਿਲ੍ਹਾ ਐੱਸ.ਏ.ਐੱਸ. ਨਗਰ (1271, 68, 1341, 105)
paragraph: ਦੇ ਵਿਸ਼ਲੇਸ਼ਣ ਅਧਿਕਾਰੀ ਨੂੰ ਵਹੀਂ ਚਲਾ ਰਹੇ ਸਨ। ਇਸ ਦੀ ਸ਼ਨਾਖ਼ਤ ਹੋ ਗਈ ਹੈ ਤੇ ਜਾਂਚ ਅੱਗੇ ਵਧਾਈ ਜਾ ਰਹੀ ਹੈ। ਅਧਿਕਾਰੀ ਨੇ ਦੱਸਿਆ ਕਿ ਇਹ ਸਾਰੀ ਕਾਰਵਾਈ ਵਿਭਾਗੀ ਨਿਯਮਾਂ ਅਨੁਸਾਰ ਕੀਤੀ ਗਈ ਹੈ। (284, 185, 498, 219)
cell: 12-Dec-2024 (290, 519, 341, 535)
cell: ਰੁ. 49,00,000/- (442, 519, 493, 535)
cell: 06.11.2025 ਨੂੰ ਰੁ. 19,44,000/- (1107, 268, 1157, 284)
list-item: 4. ਨਵੇਂ ਕੋਰਸ ਸ਼ੁਰੂ ਕਰਨ ਸਬੰਧੀ ਅਰਜ਼ੀ (301, 629, 493, 637)
cell: ਸ਼੍ਰੀਮਤੀ ਪੂਜਾ ਰਾਣੀ / ਫਲੈਟ ਨੰ: 404, ਟਾਵਰ ਬੀ, ਡੇਰਾਬੱਸੀ (1037, 268, 1107, 284)
ad-table (51, 713, 259, 780)
cell-amount: 06.11.2025 ਨੂੰ ਰੁ. 16,39,206/- ਅਤੇ ਵਿਆਜ (1341, 104, 1391, 141)
table-row (52, 971, 259, 981)
paragraph: ਨੂੰ ਉਮੀਦਵਾਰ ਰਾਜ ਸਿੰਘ ਨੂੰ 24647 ਵੋਟਾਂ ਨਾਲ ਹਰਾਇਆ। ਇਸ ਤਰ੍ਹਾਂ ਦੇਸ਼ ਭਰ ਵਿਚ ਹੋਈਆਂ ਅੱਠ ਜ਼ਿਮਨੀ ਚੋਣਾਂ ਵਿਚ ਸੱਤਾਧਾਰੀ ਪਾਰਟੀਆਂ ਨੇ ਚਾਰ ਸੀਟਾਂ ਉੱਤੇ ਕਬਜ਼ਾ ਕੀਤਾ ਹੈ। (284, 345, 498, 378)
bank-ad-signature: ਸਹੀ/- ਅਧਿਕਾਰਤ ਅਧਿਕਾਰੀ (425, 538, 493, 546)
notice-footnote: ਹੇਠ ਦਸਤਖ਼ਤੀ ਅਧਿਕਾਰਤ ਅਧਿਕਾਰੀ ਹੋਣ ਦੇ ਨਾਤੇ ਸਰਫੇਸੀ ਐਕਟ 2002 ਦੀ ਧਾਰਾ 13(2) ਅਧੀਨ ਹੇਠ ਲਿਖੇ ਕਰਜ਼ਦਾਰਾਂ ਨੂੰ ਡਿਮਾਂਡ ਨੋਟਿਸ ਜਾਰੀ ਕੀਤੇ ਗਏ ਹਨ। ਨੋਟਿਸ ਮਿਲਣ ਦੇ 60 ਦਿਨਾਂ ਅੰਦਰ ਬਕਾਇਆ ਰਕਮ ਅਦਾ ਕਰਨ ਦੀ ਹਦਾਇਤ ਕੀਤੀ ਜਾਂਦੀ ਹੈ, ਨਹੀਂ ਤਾਂ ਅਗਲੇਰੀ ਕਾਨੂੰਨੀ ਕਾਰਵਾਈ ਕੀਤੀ ਜਾਵੇਗੀ। (1225, 191, 1429, 221)
col4-text-left (752, 122, 966, 161)
cell: LAN: SMEPAT010883912 (52, 962, 121, 972)
cell: ਸ਼੍ਰੀ ਰਾਜੇਸ਼ ਕੁਮਾਰ / ਮਕਾਨ ਨੰ: 221, ਸੈਕਟਰ 70, ਮੋਹਾਲੀ (1037, 219, 1107, 235)
cell-lan: 16402448 (1226, 68, 1272, 105)
paragraph: ਐੱਨ ਡੀ ਏ ਦੀ ਜਿੱਤ ਨੂੰ ਲੈ ਕੇ ਪਾਰਟੀ ਦੇ ਵਰਕਰਾਂ ਵਿਚ ਭਾਰੀ ਉਤਸ਼ਾਹ ਪਾਇਆ ਜਾ ਰਿਹਾ ਹੈ। (46, 269, 264, 291)
list-item: 3. ਮਨਜ਼ੂਰੀ ਵਿਚ ਵਾਧਾ (Extension of Approval) (301, 622, 493, 630)
csl-title: ਕਬਜ਼ਾ ਨੋਟਿਸ (ਅਚੱਲ ਜਾਇਦਾਦ ਲਈ) (81, 900, 229, 913)
col2-sub1-text (284, 185, 498, 220)
cell: TCHHL0307 0001003159 4 (992, 219, 1038, 235)
headline-sandi-nitish: ਸੰਦੀ-ਨਿਤੀਸ਼ ਜੋੜੀ ਮੁੜ ਸ਼ਾਹ-ਅਸਵਾਰ (54, 62, 256, 107)
ad-brand (51, 604, 259, 636)
cell: 06-11-2025 (1157, 268, 1194, 284)
cell-date: 06-11-2025 (1391, 104, 1428, 141)
table-header-row (290, 779, 493, 789)
ad-date: ਮਿਤੀ : 13.11.2025 (51, 836, 98, 844)
ad-title: ਡਿਮਾਂਡ ਨੋਟਿਸ (1060, 119, 1126, 135)
cell: 11.11.2025 (190, 971, 259, 981)
column-1 (46, 62, 264, 1041)
cell-lan: 14306 (1226, 164, 1272, 187)
list-item: 9. Computer Science and Engineering (Artificial Intelligence and Machine Learning) (301, 668, 493, 683)
paragraph: ਨੂੰ 38,000 ਤੋਂ ਵੱਧ ਵੋਟਾਂ ਦੇ ਫਰਕ ਨਾਲ ਹਰਾਇਆ। ਆਰ ਜੇ ਡੀ ਸੁਪਰੀਮੋ ਲਾਲੂ ਪ੍ਰਸਾਦ ਦੇ ਛੋਟੇ ਪੁੱਤਰ ਤੇਜਸਵੀ ਯਾਦਵ ਨੇ ਰਾਘੋਪੁਰ ਸੀਟ ਬਰਕਰਾਰ ਰੱਖੀ, ਜਦਕਿ ਵੱਡੇ ਭਰਾ ਤੇਜ ਪ੍ਰਤਾਪ ਯਾਦਵ ਮਹੂਆ ਤੋਂ ਹਾਰ ਗਏ। (46, 114, 264, 147)
cell: ਮਕਾਨ ਨੰ: 212, ਸੈਕਟਰ 21, ਪੰਚਕੂਲਾ (340, 519, 391, 535)
col4-pu-text (752, 551, 966, 598)
table-row (290, 519, 493, 535)
urja-body: ਹੇਠ ਲਿਖੀ ਜਾਇਦਾਦ ਦੀ ਈ-ਨਿਲਾਮੀ ਸਬੰਧੀ ਜਾਣਕਾਰੀ ਦਿੱਤੀ ਜਾਂਦੀ ਹੈ। ਇੱਛੁਕ ਬੋਲੀਕਾਰ ਵੈੱਬਸਾਈਟ ਉੱਤੇ ਰਜਿਸਟਰ ਕਰ ਸਕਦੇ ਹਨ। (289, 760, 493, 775)
col-header: ਕਬਜ਼ਾ ਮਿਤੀ (190, 952, 259, 962)
paragraph: ਮੁਹਾਰ ਤੋਂ ਸਾਬਕਾ ਮੰਤਰੀ ਅਸ਼ੋਕ ਚੌਧਰੀ ਦੀ ਧੀ ਸ਼ਾਂਭਵੀ ਚੌਧਰੀ ਨੂੰ ਪਛਾੜਿਆ। ਲੋਕ ਜਨਸ਼ਕਤੀ ਪਾਰਟੀ ਦੇ ਬਾਗੀ ਉਮੀਦਵਾਰ ਨੂੰ ਹਰਾ ਕੇ ਸੀਟ ਕਾਇਮ ਰੱਖੀ। (46, 230, 264, 264)
cell: 06.11.2025 ਨੂੰ ਰੁ. 12,44,672/- (1107, 235, 1157, 251)
cell: 05.08.2025 ਨੂੰ ਰੁ. 20,22,812/- (121, 962, 190, 972)
cell-detail: ਸ਼੍ਰੀ ਮਨਜੀਤ ਸਿੰਘ / ਖੇਵਟ ਨੰ: 1858/2675, ਖਸਰਾ ਨੰ: 1886/2671, 1888/2672, 1889/2673 ਪਿੰਡ ਬਡਾਲਾ, ਤਹਿਸੀਲ ਖਰੜ (1271, 104, 1341, 141)
cell: ਰੁ. 8,36,522/- ਅਤੇ ਵਿਆਜ ਮਿਤੀ 08.08.2025 ਤੱਕ (155, 730, 207, 780)
page-footer (46, 2178, 1434, 2207)
page-content (46, 30, 1434, 2170)
col2-sub3-text (284, 345, 498, 380)
col2-sub4-text (284, 426, 498, 461)
urja-signature: ਸਹੀ/- ਅਧਿਕਾਰਤ ਅਧਿਕਾਰੀ (425, 817, 493, 825)
name-change-item: ਮੈਂ, ਰੂਪਲੀ ਦੇਵੀ ਪੁੱਤਰੀ ਰਾਜਿੰਦਰ ਪ੍ਰਸਾਦ, ਵਾਸੀ ਮਕਾਨ ਨੰ: #77, ਸਰਕਾਰਕ ਸਟੇਟ ਨੇ.-2, ਮੋਹਾਲੀ ਨੇ ਆਪਣਾ ਨਾਮ ਬਦਲ ਕੇ ਰੂਪਾਲੀ ਰੱਖ ਲਿਆ ਹੈ। ਸਬੰਧਤ ਨੋਟ ਕਰਨ। (752, 454, 966, 469)
ad-title: ਕਬਜ਼ਾ ਨੋਟਿਸ (ਅਚੱਲ ਜਾਇਦਾਦ ਲਈ) (81, 638, 229, 651)
col-header: ਲੜੀ ਨੰ. (290, 779, 319, 789)
cell-lan: 11229 (1226, 141, 1272, 164)
bank-ad-date: ਮਿਤੀ : 14-11-2025 (289, 538, 337, 546)
column-2 (284, 62, 498, 836)
supplement-title: ਵੇਰਵਾ ਸਪਲੀਮੈਂਟ (1302, 34, 1392, 50)
subhead-california-trucks: ਕੈਲੀਫੋਰਨੀਆ : 17,000 ਟਰੱਕ ਡਰਾਈਵਰਾਂ ਦੇ ਲਾਇਸੈਂਸ ਰੱਦ (310, 386, 472, 421)
table-header-row (992, 173, 1195, 189)
col-header: ਖਾਤਾ ਵੇਰਵਾ (290, 509, 341, 519)
list-item: 2. ਨਵੀਂ ਸੰਸਥਾ (New Institute) (301, 614, 493, 622)
col-header: ਕਬਜ਼ਾ ਲੈਣ ਦੀ ਮਿਤੀ (207, 714, 259, 730)
cell: TCHHL0307 0001003642 32 & TCHHM0307 0001005259 04 (992, 189, 1038, 219)
col4-text-right (752, 338, 966, 373)
table-row (992, 268, 1195, 284)
ad-signature: ਸਹੀ/- ਅਧਿਕਾਰਤ ਅਧਿਕਾਰੀ, ਟਾਟਾ ਕੈਪੀਟਲ ਹਾਊਸਿੰਗ ਫਾਈਨਾਂਸ ਲਿਮਟਿਡ (155, 836, 259, 852)
paragraph: ਸਥਾਨਕ ਲੋਕਾਂ ਨੇ ਦੱਸਿਆ ਕਿ ਧਮਾਕਾ ਏਨਾ ਤੇਜ਼ ਸੀ ਕਿ ਆਸ ਪਾਸ ਦੇ ਮਕਾਨਾਂ ਦੇ ਸ਼ੀਸ਼ੇ ਵੀ ਟੁੱਟ ਗਏ। ਕਈ ਲੋਕ ਜ਼ਖ਼ਮੀ ਵੀ ਹੋਏ ਹਨ। (518, 178, 732, 200)
ad-brand-address: ਰਜਿ: ਦਫ਼ਤਰ : 11ਵੀਂ ਮੰਜ਼ਿਲ, ਟਾਵਰ ਏ, ਪੈਨਿਨਸੁਲਾ ਬਿਜ਼ਨਸ ਪਾਰਕ, ਗਣਪਤਰਾਓ ਕਦਮ ਮਾਰਗ, ਲੋਅਰ ਪਰੇਲ, ਮੁੰਬਈ 400013. CIN : U67190MH2008PLC187552 (1039, 90, 1186, 112)
table-header-row (52, 714, 259, 730)
subhead-byelection-red: ਜ਼ਿਮਨੀ ਚੋਣਾਂ (303, 306, 361, 322)
paragraph: ਇਸ ਜਿੱਤ ਨਾਲ 'ਆਪ' ਨੂੰ ਇਸ ਹਲਕੇ ਵਿਚ ਸਥਾਨਕ ਪੱਧਰ ਉੱਤੇ ਵੱਡੀ ਮਜ਼ਬੂਤੀ ਮਿਲੀ ਹੈ। ਉਮੀਦਵਾਰ ਨੇ ਆਪਣੀ ਜਿੱਤ ਮਗਰੋਂ ਹਲਕੇ ਦੇ ਲੋਕਾਂ ਦਾ ਧੰਨਵਾਦ ਕੀਤਾ ਅਤੇ ਕਿਹਾ ਕਿ ਉਹ ਲੋਕਾਂ ਦੀਆਂ ਉਮੀਦਾਂ ਉੱਤੇ ਖਰਾ ਉਤਰਨ ਦੀ ਪੂਰੀ ਕੋਸ਼ਿਸ਼ ਕਰਨਗੇ। (46, 389, 264, 434)
column-5 (986, 62, 1200, 371)
notice-date: ਮਿਤੀ : 15.11.2025 (1225, 228, 1272, 236)
